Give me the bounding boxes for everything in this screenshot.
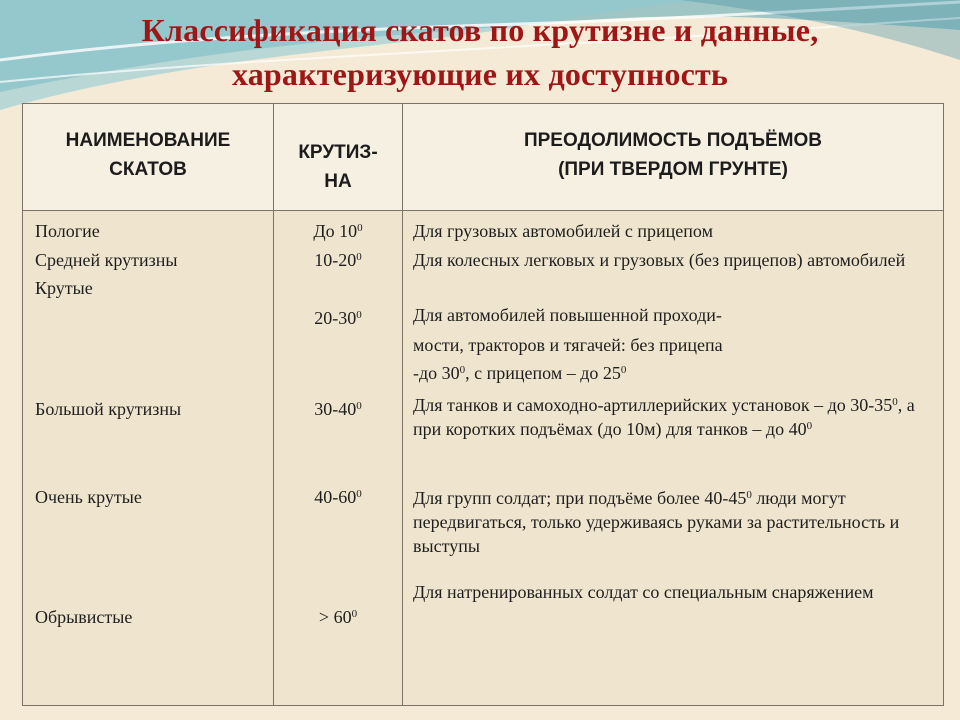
passability-text: Для танков и самоходно-артиллерийских установок – до $30-35^0$, а при коротких подъёмах (до 10м) для танков – до $40^0$: [413, 395, 915, 439]
steepness-value: > $60^0$: [318, 607, 358, 627]
steepness-value: $10-20^0$: [314, 250, 362, 270]
slopes-classification-table: [22, 103, 944, 706]
slide-title-line-2: характеризующие их доступность: [231, 56, 729, 92]
header-slope-name: [23, 104, 274, 211]
steepness-value: $20-30^0$: [314, 308, 362, 328]
steepness-cell: [274, 211, 403, 706]
steepness-value: До $10^0$: [313, 221, 363, 241]
table-header-row: [23, 104, 944, 211]
slope-name: Пологие: [35, 221, 100, 241]
slide-title-line-1: Классификация скатов по крутизне и данные,: [141, 12, 819, 48]
header-passability-line-1: ПРЕОДОЛИМОСТЬ ПОДЪЁМОВ: [523, 130, 823, 151]
steepness-value: $40-60^0$: [314, 487, 362, 507]
slope-name: Крутые: [35, 278, 93, 298]
names-cell: [23, 211, 274, 706]
steepness-value: $30-40^0$: [314, 399, 362, 419]
passability-text: Для автомобилей повышенной проходи-: [413, 305, 722, 325]
header-passability: [403, 104, 944, 211]
table-body-row: [23, 211, 944, 706]
slope-name: Средней крутизны: [35, 250, 178, 270]
header-steepness: [274, 104, 403, 211]
slope-name: Большой крутизны: [35, 399, 182, 419]
header-steepness-line-1: КРУТИЗ-: [298, 142, 378, 163]
slope-name: Очень крутые: [35, 487, 142, 507]
passability-cell: [403, 211, 944, 706]
passability-text: Для натренированных солдат со специальным снаряжением: [413, 582, 874, 602]
passability-text: мости, тракторов и тягачей: без прицепа: [413, 335, 723, 355]
passability-text: Для грузовых автомобилей с прицепом: [413, 221, 713, 241]
passability-text: -до $30^0$, с прицепом – до $25^0$: [413, 363, 627, 383]
passability-text: Для групп солдат; при подъёме более $40-45^0$ люди могут передвигаться, только удерживаясь руками за растительность и выступы: [413, 488, 900, 556]
passability-text: Для колесных легковых и грузовых (без прицепов) автомобилей: [413, 250, 906, 270]
header-passability-line-2: (ПРИ ТВЕРДОМ ГРУНТЕ): [558, 159, 788, 180]
header-slope-name-line-1: НАИМЕНОВАНИЕ: [65, 130, 231, 151]
slope-name: Обрывистые: [35, 607, 133, 627]
slide-title: [40, 8, 920, 96]
header-steepness-line-2: НА: [324, 171, 352, 192]
header-slope-name-line-2: СКАТОВ: [109, 159, 187, 180]
